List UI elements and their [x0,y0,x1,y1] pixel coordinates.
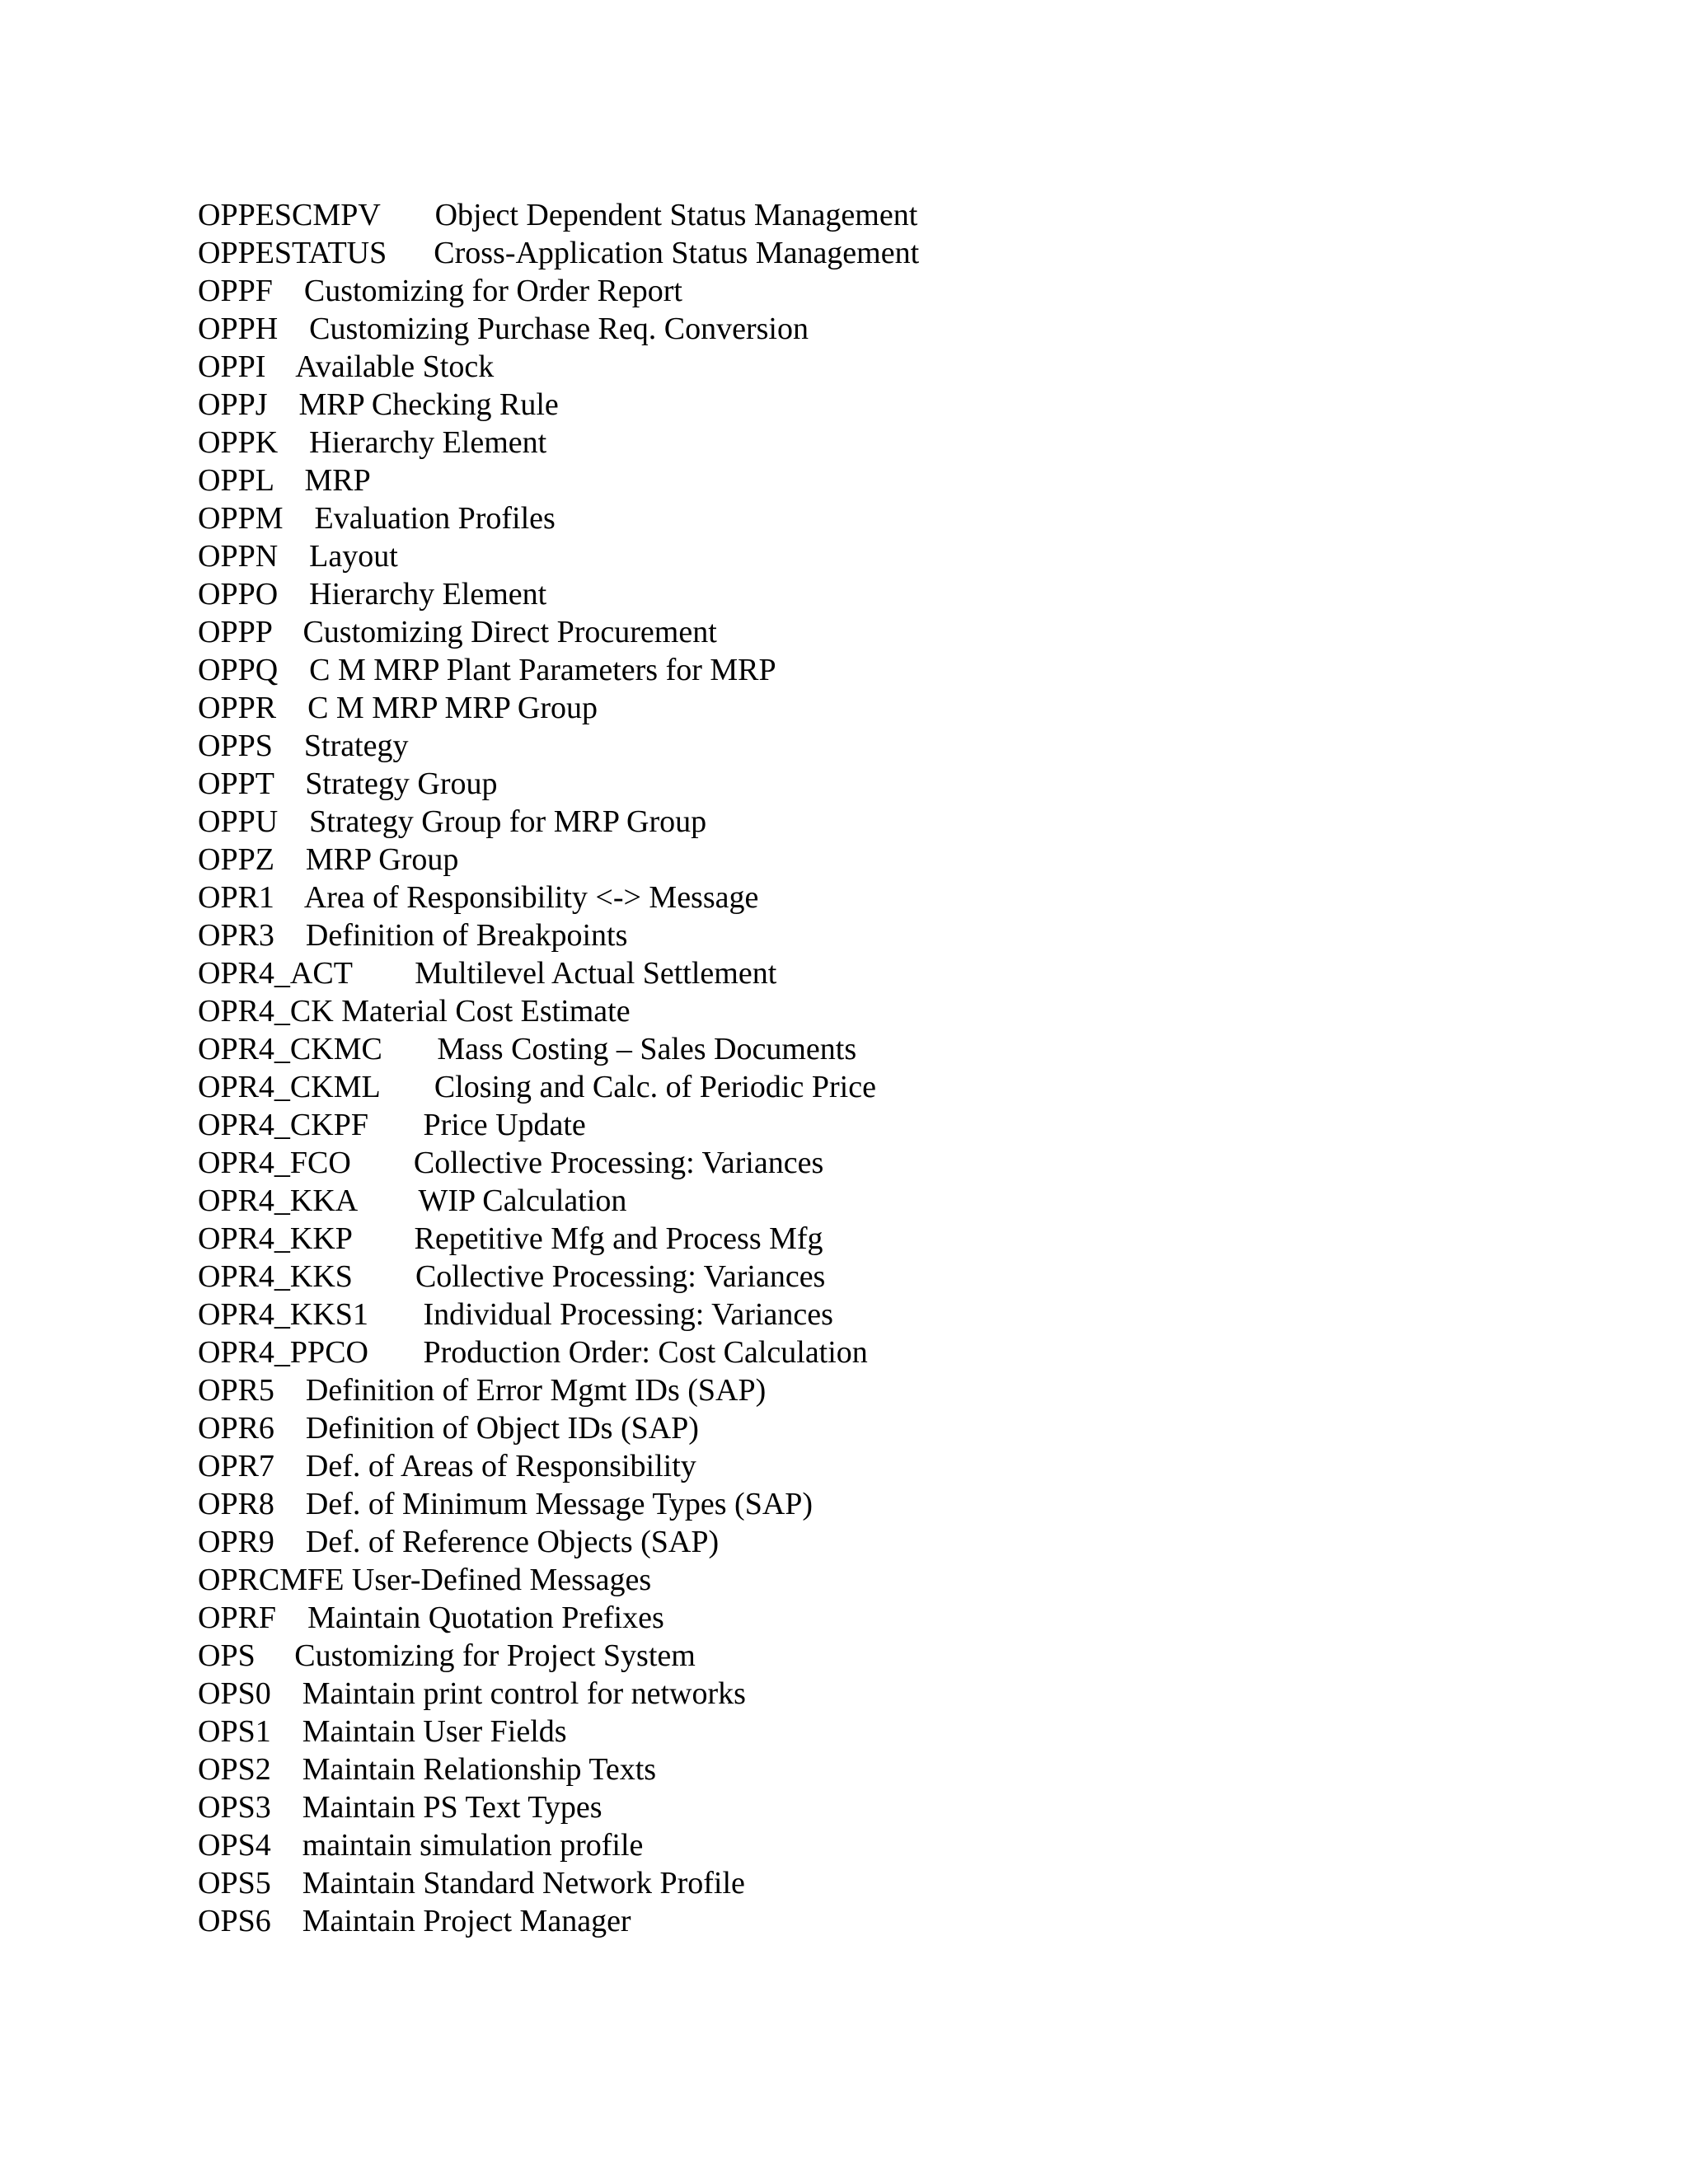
list-item [198,272,919,310]
transaction-description: Layout [309,539,398,574]
list-item [198,1750,919,1788]
transaction-code: OPPJ [198,387,268,422]
spacer [356,1183,418,1218]
transaction-description: Definition of Breakpoints [305,918,628,953]
list-item [198,1826,919,1864]
transaction-code: OPR4_CKML [198,1070,380,1104]
spacer [256,1638,295,1673]
spacer [274,463,305,498]
spacer [368,1108,424,1142]
spacer [271,1790,302,1825]
list-item [198,1030,919,1068]
list-item [198,310,919,348]
transaction-description: Hierarchy Element [309,577,547,612]
list-item [198,1485,919,1523]
spacer [353,1259,415,1294]
transaction-description: Def. of Areas of Responsibility [305,1449,696,1483]
transaction-description: Def. of Minimum Message Types (SAP) [305,1487,814,1521]
transaction-code: OPPK [198,425,279,460]
spacer [276,691,307,725]
transaction-code: OPS4 [198,1828,271,1863]
list-item [198,1409,919,1447]
transaction-code: OPS6 [198,1904,271,1938]
transaction-code: OPPL [198,463,274,498]
transaction-code: OPR4_KKS1 [198,1297,368,1332]
list-item [198,1713,919,1750]
transaction-description: MRP [304,463,371,498]
transaction-description: Customizing for Order Report [303,274,682,308]
transaction-description: Customizing for Project System [294,1638,696,1673]
list-item [198,954,919,992]
transaction-code: OPPS [198,729,273,763]
list-item [198,1258,919,1296]
spacer [274,1487,306,1521]
transaction-description: C M MRP MRP Group [307,691,598,725]
list-item [198,1675,919,1713]
transaction-code: OPPQ [198,653,279,687]
transaction-description: Collective Processing: Variances [415,1259,826,1294]
transaction-description: Cross-Application Status Management [434,236,920,270]
transaction-description: Customizing Purchase Req. Conversion [309,312,809,346]
spacer [274,880,304,915]
transaction-code: OPR7 [198,1449,274,1483]
transaction-code: OPS5 [198,1866,271,1900]
spacer [274,1373,306,1408]
transaction-description: Multilevel Actual Settlement [415,956,777,991]
transaction-code: OPS [198,1638,256,1673]
list-item [198,1182,919,1220]
transaction-code: OPR9 [198,1525,274,1559]
spacer [278,539,309,574]
transaction-description: Definition of Object IDs (SAP) [305,1411,699,1446]
spacer [278,425,309,460]
spacer [265,349,295,384]
transaction-code: OPRF [198,1601,277,1635]
transaction-code: OPR4_KKP [198,1221,352,1256]
transaction-description: Available Stock [295,349,495,384]
transaction-description: Mass Costing – Sales Documents [437,1032,857,1066]
transaction-description: Collective Processing: Variances [413,1146,824,1180]
transaction-code: OPS3 [198,1790,271,1825]
list-item [198,1220,919,1258]
spacer [274,766,305,801]
transaction-description: Production Order: Cost Calculation [423,1335,868,1370]
list-item [198,651,919,689]
transaction-description: Repetitive Mfg and Process Mfg [414,1221,823,1256]
list-item [198,196,919,234]
list-item [198,1599,919,1637]
transaction-code: OPPESTATUS [198,236,387,270]
spacer [368,1297,424,1332]
spacer [271,1904,302,1938]
transaction-code: OPR4_CKMC [198,1032,382,1066]
list-item [198,348,919,386]
list-item [198,689,919,727]
transaction-code: OPPI [198,349,266,384]
transaction-description: User-Defined Messages [351,1563,652,1597]
spacer [351,1146,414,1180]
transaction-code: OPPF [198,274,273,308]
transaction-code: OPPO [198,577,279,612]
list-item [198,575,919,613]
list-item [198,879,919,916]
transaction-description: Definition of Error Mgmt IDs (SAP) [305,1373,767,1408]
spacer [278,312,309,346]
transaction-description: Strategy [303,729,409,763]
transaction-code: OPR4_KKA [198,1183,357,1218]
list-item [198,803,919,841]
transaction-code: OPPESCMPV [198,198,381,232]
transaction-code: OPRCMFE [198,1563,345,1597]
list-item [198,1371,919,1409]
list-item [198,841,919,879]
list-item [198,1296,919,1333]
transaction-code: OPPT [198,766,274,801]
transaction-description: Evaluation Profiles [314,501,556,536]
list-item [198,1561,919,1599]
transaction-description: Hierarchy Element [309,425,547,460]
spacer [278,577,309,612]
list-item [198,1106,919,1144]
spacer [352,1221,415,1256]
transaction-description: Maintain Quotation Prefixes [307,1601,664,1635]
list-item [198,992,919,1030]
transaction-code: OPPU [198,804,279,839]
transaction-code: OPR4_CKPF [198,1108,368,1142]
transaction-code: OPR3 [198,918,274,953]
transaction-description: Individual Processing: Variances [423,1297,833,1332]
transaction-description: Maintain Project Manager [302,1904,631,1938]
list-item [198,537,919,575]
transaction-description: Price Update [423,1108,586,1142]
transaction-description: Area of Responsibility <-> Message [303,880,759,915]
transaction-code: OPR4_PPCO [198,1335,368,1370]
transaction-code: OPS0 [198,1676,271,1711]
list-item [198,1637,919,1675]
transaction-description: Material Cost Estimate [341,994,631,1029]
transaction-code: OPR4_ACT [198,956,353,991]
transaction-description: WIP Calculation [418,1183,627,1218]
transaction-description: Object Dependent Status Management [434,198,918,232]
list-item [198,499,919,537]
spacer [368,1335,424,1370]
transaction-description: Maintain PS Text Types [302,1790,603,1825]
list-item [198,613,919,651]
list-item [198,1447,919,1485]
transaction-description: maintain simulation profile [302,1828,644,1863]
spacer [352,956,415,991]
transaction-code: OPPP [198,615,272,649]
spacer [274,842,306,877]
list-item [198,234,919,272]
transaction-description: Maintain Standard Network Profile [302,1866,745,1900]
spacer [271,1828,302,1863]
list-item [198,424,919,462]
transaction-description: MRP Group [305,842,459,877]
transaction-code: OPR4_KKS [198,1259,353,1294]
transaction-code: OPPZ [198,842,274,877]
spacer [284,501,315,536]
transaction-description: Closing and Calc. of Periodic Price [434,1070,876,1104]
transaction-code: OPR4_FCO [198,1146,351,1180]
list-item [198,765,919,803]
transaction-code: OPR8 [198,1487,274,1521]
spacer [278,804,309,839]
spacer [344,1563,352,1597]
list-item [198,1144,919,1182]
transaction-description: Customizing Direct Procurement [302,615,717,649]
transaction-code: OPPM [198,501,284,536]
spacer [276,1601,307,1635]
spacer [271,1752,302,1787]
spacer [273,729,304,763]
spacer [271,1676,302,1711]
list-item [198,1902,919,1940]
transaction-code-list [198,196,919,1940]
spacer [382,1032,438,1066]
transaction-code: OPR4_CK [198,994,334,1029]
transaction-description: Strategy Group [305,766,498,801]
transaction-code: OPPR [198,691,277,725]
spacer [271,1714,302,1749]
spacer [268,387,299,422]
list-item [198,1068,919,1106]
list-item [198,1788,919,1826]
transaction-description: Strategy Group for MRP Group [309,804,707,839]
transaction-description: MRP Checking Rule [298,387,559,422]
spacer [273,274,304,308]
spacer [379,1070,434,1104]
list-item [198,1333,919,1371]
list-item [198,462,919,499]
spacer [278,653,309,687]
list-item [198,727,919,765]
list-item [198,1523,919,1561]
transaction-code: OPPH [198,312,279,346]
list-item [198,386,919,424]
transaction-code: OPR1 [198,880,274,915]
transaction-description: C M MRP Plant Parameters for MRP [309,653,776,687]
list-item [198,916,919,954]
spacer [380,198,435,232]
transaction-code: OPPN [198,539,279,574]
transaction-code: OPR6 [198,1411,274,1446]
transaction-description: Maintain print control for networks [302,1676,746,1711]
spacer [387,236,434,270]
transaction-description: Maintain Relationship Texts [302,1752,657,1787]
spacer [271,1866,302,1900]
spacer [334,994,342,1029]
list-item [198,1864,919,1902]
spacer [274,1411,306,1446]
spacer [274,918,306,953]
spacer [274,1525,306,1559]
transaction-description: Def. of Reference Objects (SAP) [305,1525,720,1559]
transaction-description: Maintain User Fields [302,1714,567,1749]
spacer [274,1449,306,1483]
transaction-code: OPS1 [198,1714,271,1749]
spacer [271,615,302,649]
transaction-code: OPR5 [198,1373,274,1408]
transaction-code: OPS2 [198,1752,271,1787]
